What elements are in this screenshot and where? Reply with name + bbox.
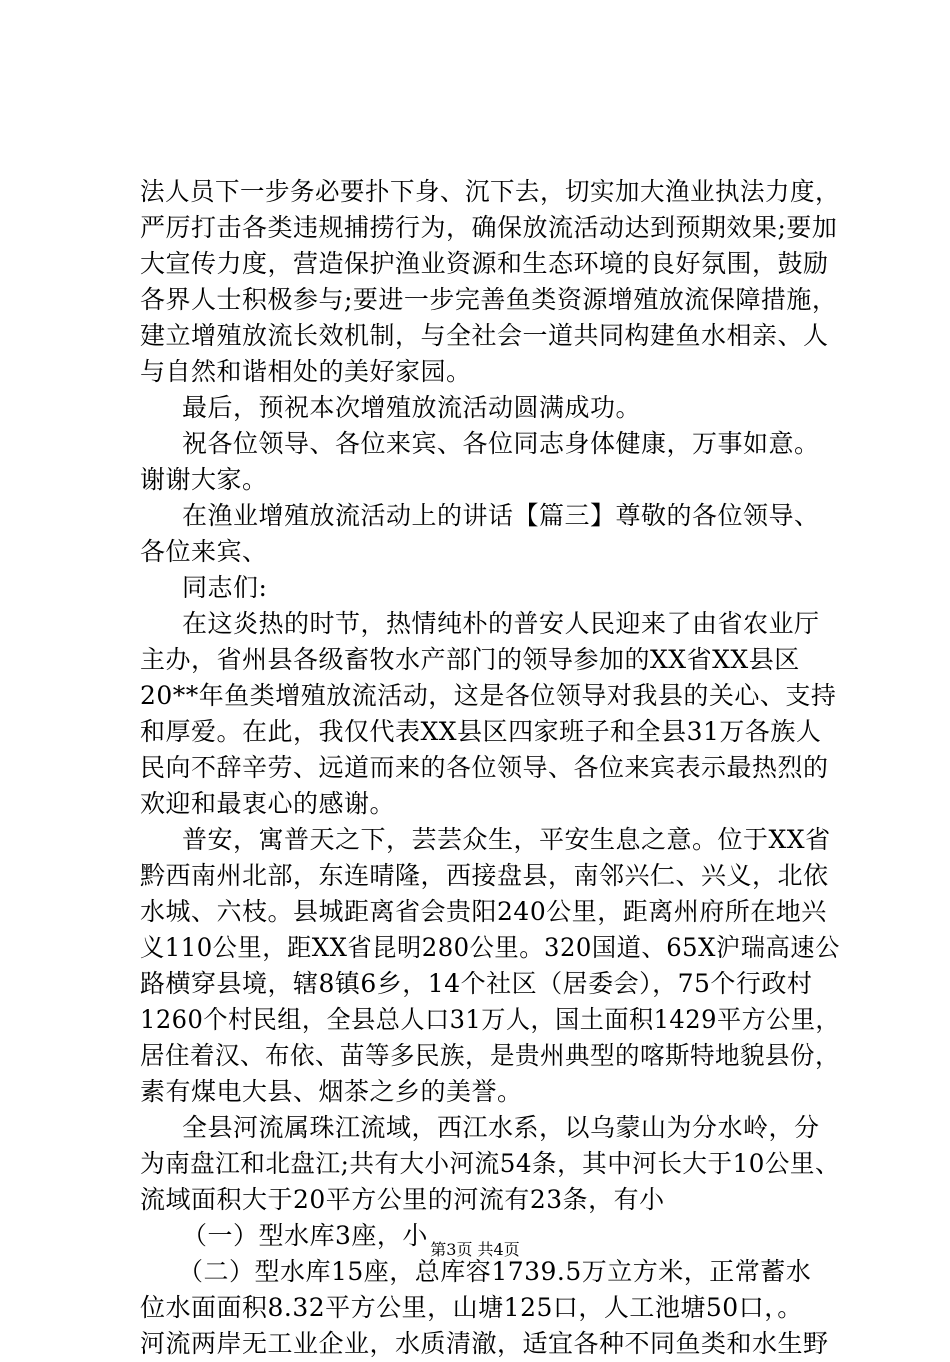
text-line: 素有煤电大县、烟茶之乡的美誉。 — [140, 1077, 523, 1106]
text-line: 1260个村民组，全县总人口31万人，国土面积1429平方公里， — [140, 1005, 841, 1034]
text-line: 河流两岸无工业企业，水质清澈，适宜各种不同鱼类和水生野 — [140, 1329, 829, 1358]
text-line: 义110公里，距XX省昆明280公里。320国道、65X沪瑞高速公 — [140, 933, 840, 962]
text-line: 路横穿县境，辖8镇6乡，14个社区（居委会），75个行政村 — [140, 969, 813, 998]
text-line: 法人员下一步务必要扑下身、沉下去，切实加大渔业执法力度， — [140, 177, 841, 206]
text-line: 各位来宾、 — [140, 537, 268, 566]
text-line: 流域面积大于20平方公里的河流有23条，有小 — [140, 1185, 665, 1214]
text-line: 在渔业增殖放流活动上的讲话【篇三】尊敬的各位领导、 — [182, 501, 820, 530]
text-line: 位水面面积8.32平方公里，山塘125口，人工池塘50口，。 — [140, 1293, 803, 1322]
text-line: 20**年鱼类增殖放流活动，这是各位领导对我县的关心、支持 — [140, 681, 837, 710]
text-line: （二）型水库15座，总库容1739.5万立方米，正常蓄水 — [178, 1257, 812, 1286]
text-line: 普安，寓普天之下，芸芸众生，平安生息之意。位于XX省 — [182, 825, 831, 854]
text-line: 最后，预祝本次增殖放流活动圆满成功。 — [182, 393, 642, 422]
text-line: 同志们: — [182, 573, 268, 602]
text-line: 黔西南州北部，东连晴隆，西接盘县，南邻兴仁、兴义，北依 — [140, 861, 829, 890]
document-body — [140, 174, 840, 1362]
text-line: 严厉打击各类违规捕捞行为，确保放流活动达到预期效果;要加 — [140, 213, 838, 242]
text-line: 大宣传力度，营造保护渔业资源和生态环境的良好氛围，鼓励 — [140, 249, 829, 278]
text-line: 在这炎热的时节，热情纯朴的普安人民迎来了由省农业厅 — [182, 609, 820, 638]
text-line: 各界人士积极参与;要进一步完善鱼类资源增殖放流保障措施， — [140, 285, 838, 314]
text-line: 建立增殖放流长效机制，与全社会一道共同构建鱼水相亲、人 — [140, 321, 829, 350]
text-line: 水城、六枝。县城距离省会贵阳240公里，距离州府所在地兴 — [140, 897, 827, 926]
text-line: 欢迎和最衷心的感谢。 — [140, 789, 396, 818]
page-footer: 第3页 共4页 — [430, 1240, 520, 1259]
text-line: 和厚爱。在此，我仅代表XX县区四家班子和全县31万各族人 — [140, 717, 822, 746]
text-line: 民向不辞辛劳、远道而来的各位领导、各位来宾表示最热烈的 — [140, 753, 829, 782]
text-line: 全县河流属珠江流域，西江水系，以乌蒙山为分水岭，分 — [182, 1113, 820, 1142]
text-line: （一）型水库3座，小 — [182, 1221, 428, 1250]
text-line: 为南盘江和北盘江;共有大小河流54条，其中河长大于10公里、 — [140, 1149, 841, 1178]
text-line: 居住着汉、布依、苗等多民族，是贵州典型的喀斯特地貌县份， — [140, 1041, 841, 1070]
text-line: 谢谢大家。 — [140, 465, 268, 494]
text-line: 与自然和谐相处的美好家园。 — [140, 357, 472, 386]
text-line: 主办，省州县各级畜牧水产部门的领导参加的XX省XX县区 — [140, 645, 800, 674]
text-line: 祝各位领导、各位来宾、各位同志身体健康，万事如意。 — [182, 429, 820, 458]
